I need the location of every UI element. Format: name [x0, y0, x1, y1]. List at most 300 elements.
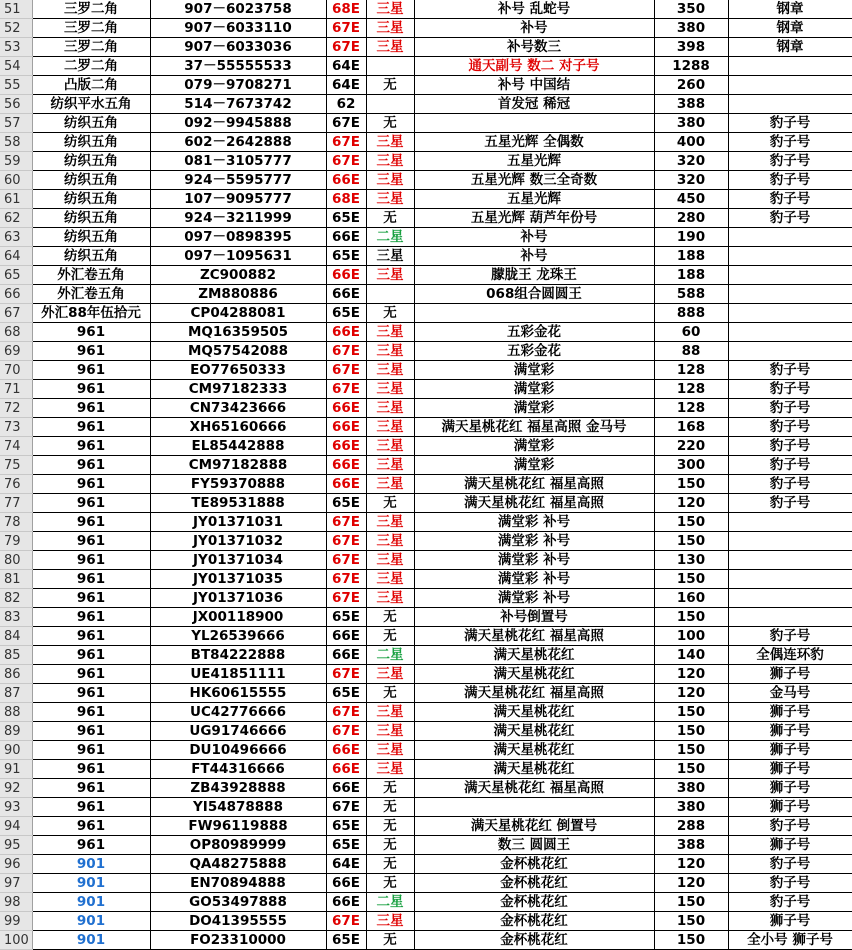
row-number[interactable]: 97 — [0, 874, 32, 893]
item-name-cell[interactable]: 纺织五角 — [32, 190, 150, 209]
item-name-cell[interactable]: 961 — [32, 399, 150, 418]
stars-cell[interactable]: 三星 — [366, 760, 414, 779]
price-cell[interactable]: 150 — [654, 570, 728, 589]
price-cell[interactable]: 150 — [654, 703, 728, 722]
price-cell[interactable]: 120 — [654, 494, 728, 513]
price-cell[interactable]: 400 — [654, 133, 728, 152]
stars-cell[interactable]: 三星 — [366, 703, 414, 722]
row-number[interactable]: 70 — [0, 361, 32, 380]
price-cell[interactable]: 380 — [654, 779, 728, 798]
item-name-cell[interactable]: 三罗二角 — [32, 38, 150, 57]
serial-number-cell[interactable]: EL85442888 — [150, 437, 326, 456]
item-name-cell[interactable]: 961 — [32, 836, 150, 855]
row-number[interactable]: 89 — [0, 722, 32, 741]
grade-cell[interactable]: 66E — [326, 171, 366, 190]
stars-cell[interactable]: 无 — [366, 209, 414, 228]
stars-cell[interactable]: 三星 — [366, 323, 414, 342]
serial-number-cell[interactable]: DU10496666 — [150, 741, 326, 760]
note-cell[interactable]: 通天副号 数二 对子号 — [414, 57, 654, 76]
grade-cell[interactable]: 65E — [326, 304, 366, 323]
grade-cell[interactable]: 67E — [326, 912, 366, 931]
stars-cell[interactable]: 无 — [366, 114, 414, 133]
grade-cell[interactable]: 65E — [326, 836, 366, 855]
price-cell[interactable]: 588 — [654, 285, 728, 304]
serial-number-cell[interactable]: CP04288081 — [150, 304, 326, 323]
tag-cell[interactable]: 豹子号 — [728, 418, 852, 437]
tag-cell[interactable]: 豹子号 — [728, 190, 852, 209]
row-number[interactable]: 96 — [0, 855, 32, 874]
price-cell[interactable]: 168 — [654, 418, 728, 437]
note-cell[interactable]: 五星光辉 — [414, 152, 654, 171]
tag-cell[interactable]: 豹子号 — [728, 817, 852, 836]
item-name-cell[interactable]: 三罗二角 — [32, 19, 150, 38]
price-cell[interactable]: 300 — [654, 456, 728, 475]
item-name-cell[interactable]: 901 — [32, 931, 150, 950]
grade-cell[interactable]: 67E — [326, 551, 366, 570]
serial-number-cell[interactable]: YI54878888 — [150, 798, 326, 817]
serial-number-cell[interactable]: FO23310000 — [150, 931, 326, 950]
stars-cell[interactable]: 三星 — [366, 38, 414, 57]
item-name-cell[interactable]: 纺织五角 — [32, 209, 150, 228]
item-name-cell[interactable]: 961 — [32, 456, 150, 475]
row-number[interactable]: 83 — [0, 608, 32, 627]
item-name-cell[interactable]: 三罗二角 — [32, 0, 150, 19]
tag-cell[interactable]: 金马号 — [728, 684, 852, 703]
tag-cell[interactable]: 狮子号 — [728, 836, 852, 855]
grade-cell[interactable]: 66E — [326, 266, 366, 285]
row-number[interactable]: 64 — [0, 247, 32, 266]
grade-cell[interactable]: 66E — [326, 627, 366, 646]
serial-number-cell[interactable]: UC42776666 — [150, 703, 326, 722]
note-cell[interactable]: 数三 圆圆王 — [414, 836, 654, 855]
stars-cell[interactable]: 无 — [366, 874, 414, 893]
price-cell[interactable]: 150 — [654, 532, 728, 551]
serial-number-cell[interactable]: CM97182333 — [150, 380, 326, 399]
serial-number-cell[interactable]: GO53497888 — [150, 893, 326, 912]
note-cell[interactable]: 满堂彩 补号 — [414, 532, 654, 551]
tag-cell[interactable] — [728, 551, 852, 570]
tag-cell[interactable]: 豹子号 — [728, 399, 852, 418]
stars-cell[interactable]: 三星 — [366, 342, 414, 361]
note-cell[interactable]: 补号 — [414, 247, 654, 266]
serial-number-cell[interactable]: 924－5595777 — [150, 171, 326, 190]
item-name-cell[interactable]: 纺织五角 — [32, 171, 150, 190]
item-name-cell[interactable]: 961 — [32, 323, 150, 342]
grade-cell[interactable]: 66E — [326, 399, 366, 418]
row-number[interactable]: 94 — [0, 817, 32, 836]
note-cell[interactable]: 满天星桃花红 — [414, 703, 654, 722]
tag-cell[interactable] — [728, 608, 852, 627]
item-name-cell[interactable]: 961 — [32, 551, 150, 570]
price-cell[interactable]: 150 — [654, 513, 728, 532]
item-name-cell[interactable]: 901 — [32, 874, 150, 893]
price-cell[interactable]: 100 — [654, 627, 728, 646]
note-cell[interactable] — [414, 798, 654, 817]
grade-cell[interactable]: 64E — [326, 76, 366, 95]
grade-cell[interactable]: 67E — [326, 513, 366, 532]
serial-number-cell[interactable]: MQ16359505 — [150, 323, 326, 342]
grade-cell[interactable]: 62 — [326, 95, 366, 114]
tag-cell[interactable] — [728, 342, 852, 361]
stars-cell[interactable]: 三星 — [366, 133, 414, 152]
stars-cell[interactable]: 无 — [366, 798, 414, 817]
note-cell[interactable]: 朦胧王 龙珠王 — [414, 266, 654, 285]
grade-cell[interactable]: 65E — [326, 209, 366, 228]
tag-cell[interactable]: 全小号 狮子号 — [728, 931, 852, 950]
serial-number-cell[interactable]: ZB43928888 — [150, 779, 326, 798]
tag-cell[interactable] — [728, 247, 852, 266]
grade-cell[interactable]: 67E — [326, 342, 366, 361]
item-name-cell[interactable]: 961 — [32, 779, 150, 798]
item-name-cell[interactable]: 二罗二角 — [32, 57, 150, 76]
item-name-cell[interactable]: 961 — [32, 418, 150, 437]
grade-cell[interactable]: 66E — [326, 285, 366, 304]
price-cell[interactable]: 88 — [654, 342, 728, 361]
row-number[interactable]: 100 — [0, 931, 32, 950]
grade-cell[interactable]: 67E — [326, 114, 366, 133]
serial-number-cell[interactable]: YL26539666 — [150, 627, 326, 646]
stars-cell[interactable]: 无 — [366, 931, 414, 950]
note-cell[interactable]: 满天星桃花红 倒置号 — [414, 817, 654, 836]
stars-cell[interactable]: 三星 — [366, 19, 414, 38]
tag-cell[interactable] — [728, 285, 852, 304]
price-cell[interactable]: 150 — [654, 893, 728, 912]
serial-number-cell[interactable]: EO77650333 — [150, 361, 326, 380]
price-cell[interactable]: 150 — [654, 741, 728, 760]
grade-cell[interactable]: 67E — [326, 798, 366, 817]
stars-cell[interactable]: 无 — [366, 817, 414, 836]
tag-cell[interactable]: 钢章 — [728, 38, 852, 57]
stars-cell[interactable]: 三星 — [366, 456, 414, 475]
price-cell[interactable]: 280 — [654, 209, 728, 228]
stars-cell[interactable]: 无 — [366, 779, 414, 798]
tag-cell[interactable]: 狮子号 — [728, 779, 852, 798]
stars-cell[interactable]: 三星 — [366, 190, 414, 209]
stars-cell[interactable]: 无 — [366, 608, 414, 627]
row-number[interactable]: 78 — [0, 513, 32, 532]
grade-cell[interactable]: 66E — [326, 760, 366, 779]
price-cell[interactable]: 120 — [654, 855, 728, 874]
grade-cell[interactable]: 66E — [326, 418, 366, 437]
grade-cell[interactable]: 67E — [326, 19, 366, 38]
note-cell[interactable]: 补号 乱蛇号 — [414, 0, 654, 19]
row-number[interactable]: 63 — [0, 228, 32, 247]
grade-cell[interactable]: 64E — [326, 57, 366, 76]
note-cell[interactable]: 补号 — [414, 19, 654, 38]
serial-number-cell[interactable]: 602－2642888 — [150, 133, 326, 152]
grade-cell[interactable]: 66E — [326, 779, 366, 798]
row-number[interactable]: 62 — [0, 209, 32, 228]
tag-cell[interactable]: 狮子号 — [728, 912, 852, 931]
price-cell[interactable]: 150 — [654, 722, 728, 741]
row-number[interactable]: 87 — [0, 684, 32, 703]
row-number[interactable]: 55 — [0, 76, 32, 95]
tag-cell[interactable]: 豹子号 — [728, 456, 852, 475]
item-name-cell[interactable]: 901 — [32, 855, 150, 874]
row-number[interactable]: 72 — [0, 399, 32, 418]
item-name-cell[interactable]: 961 — [32, 475, 150, 494]
note-cell[interactable]: 满天星桃花红 福星高照 — [414, 684, 654, 703]
row-number[interactable]: 75 — [0, 456, 32, 475]
tag-cell[interactable]: 狮子号 — [728, 741, 852, 760]
price-cell[interactable]: 380 — [654, 19, 728, 38]
stars-cell[interactable]: 三星 — [366, 551, 414, 570]
serial-number-cell[interactable]: 924－3211999 — [150, 209, 326, 228]
price-cell[interactable]: 320 — [654, 171, 728, 190]
grade-cell[interactable]: 67E — [326, 665, 366, 684]
item-name-cell[interactable]: 961 — [32, 703, 150, 722]
row-number[interactable]: 85 — [0, 646, 32, 665]
stars-cell[interactable]: 三星 — [366, 399, 414, 418]
serial-number-cell[interactable]: 097－1095631 — [150, 247, 326, 266]
grade-cell[interactable]: 67E — [326, 722, 366, 741]
tag-cell[interactable]: 豹子号 — [728, 380, 852, 399]
price-cell[interactable]: 120 — [654, 684, 728, 703]
row-number[interactable]: 77 — [0, 494, 32, 513]
note-cell[interactable]: 满天星桃花红 — [414, 722, 654, 741]
price-cell[interactable]: 398 — [654, 38, 728, 57]
stars-cell[interactable]: 二星 — [366, 646, 414, 665]
grade-cell[interactable]: 68E — [326, 0, 366, 19]
item-name-cell[interactable]: 961 — [32, 817, 150, 836]
note-cell[interactable]: 金杯桃花红 — [414, 912, 654, 931]
price-cell[interactable]: 188 — [654, 247, 728, 266]
serial-number-cell[interactable]: OP80989999 — [150, 836, 326, 855]
item-name-cell[interactable]: 纺织五角 — [32, 114, 150, 133]
serial-number-cell[interactable]: FT44316666 — [150, 760, 326, 779]
row-number[interactable]: 74 — [0, 437, 32, 456]
price-cell[interactable]: 888 — [654, 304, 728, 323]
grade-cell[interactable]: 68E — [326, 190, 366, 209]
note-cell[interactable]: 满堂彩 — [414, 456, 654, 475]
serial-number-cell[interactable]: JY01371036 — [150, 589, 326, 608]
serial-number-cell[interactable]: 514－7673742 — [150, 95, 326, 114]
grade-cell[interactable]: 66E — [326, 323, 366, 342]
price-cell[interactable]: 120 — [654, 665, 728, 684]
item-name-cell[interactable]: 外汇卷五角 — [32, 266, 150, 285]
stars-cell[interactable]: 三星 — [366, 266, 414, 285]
note-cell[interactable]: 满堂彩 — [414, 361, 654, 380]
note-cell[interactable]: 补号 — [414, 228, 654, 247]
note-cell[interactable]: 满堂彩 — [414, 437, 654, 456]
price-cell[interactable]: 288 — [654, 817, 728, 836]
item-name-cell[interactable]: 961 — [32, 665, 150, 684]
grade-cell[interactable]: 66E — [326, 228, 366, 247]
serial-number-cell[interactable]: 081－3105777 — [150, 152, 326, 171]
stars-cell[interactable]: 三星 — [366, 570, 414, 589]
item-name-cell[interactable]: 纺织五角 — [32, 247, 150, 266]
serial-number-cell[interactable]: 092－9945888 — [150, 114, 326, 133]
grade-cell[interactable]: 64E — [326, 855, 366, 874]
note-cell[interactable]: 五彩金花 — [414, 323, 654, 342]
item-name-cell[interactable]: 961 — [32, 513, 150, 532]
stars-cell[interactable]: 三星 — [366, 437, 414, 456]
price-cell[interactable]: 140 — [654, 646, 728, 665]
serial-number-cell[interactable]: JX00118900 — [150, 608, 326, 627]
tag-cell[interactable]: 豹子号 — [728, 874, 852, 893]
note-cell[interactable]: 满堂彩 补号 — [414, 570, 654, 589]
tag-cell[interactable]: 钢章 — [728, 0, 852, 19]
stars-cell[interactable]: 无 — [366, 836, 414, 855]
price-cell[interactable]: 450 — [654, 190, 728, 209]
tag-cell[interactable]: 豹子号 — [728, 361, 852, 380]
row-number[interactable]: 95 — [0, 836, 32, 855]
tag-cell[interactable]: 豹子号 — [728, 627, 852, 646]
stars-cell[interactable]: 三星 — [366, 532, 414, 551]
tag-cell[interactable]: 钢章 — [728, 19, 852, 38]
row-number[interactable]: 57 — [0, 114, 32, 133]
stars-cell[interactable]: 无 — [366, 627, 414, 646]
note-cell[interactable]: 满天星桃花红 — [414, 760, 654, 779]
grade-cell[interactable]: 67E — [326, 532, 366, 551]
grade-cell[interactable]: 67E — [326, 703, 366, 722]
stars-cell[interactable]: 三星 — [366, 418, 414, 437]
tag-cell[interactable]: 豹子号 — [728, 893, 852, 912]
grade-cell[interactable]: 66E — [326, 437, 366, 456]
grade-cell[interactable]: 65E — [326, 247, 366, 266]
grade-cell[interactable]: 66E — [326, 456, 366, 475]
note-cell[interactable]: 满堂彩 补号 — [414, 551, 654, 570]
serial-number-cell[interactable]: 079－9708271 — [150, 76, 326, 95]
serial-number-cell[interactable]: FW96119888 — [150, 817, 326, 836]
price-cell[interactable]: 260 — [654, 76, 728, 95]
grade-cell[interactable]: 65E — [326, 608, 366, 627]
grade-cell[interactable]: 67E — [326, 570, 366, 589]
price-cell[interactable]: 128 — [654, 380, 728, 399]
item-name-cell[interactable]: 961 — [32, 741, 150, 760]
note-cell[interactable]: 金杯桃花红 — [414, 893, 654, 912]
note-cell[interactable]: 首发冠 稀冠 — [414, 95, 654, 114]
note-cell[interactable]: 满天星桃花红 福星高照 — [414, 779, 654, 798]
stars-cell[interactable]: 无 — [366, 76, 414, 95]
serial-number-cell[interactable]: DO41395555 — [150, 912, 326, 931]
serial-number-cell[interactable]: JY01371034 — [150, 551, 326, 570]
serial-number-cell[interactable]: BT84222888 — [150, 646, 326, 665]
note-cell[interactable]: 068组合圆圆王 — [414, 285, 654, 304]
price-cell[interactable]: 190 — [654, 228, 728, 247]
serial-number-cell[interactable]: 907－6033036 — [150, 38, 326, 57]
tag-cell[interactable]: 豹子号 — [728, 133, 852, 152]
tag-cell[interactable] — [728, 570, 852, 589]
stars-cell[interactable]: 二星 — [366, 893, 414, 912]
tag-cell[interactable] — [728, 228, 852, 247]
stars-cell[interactable]: 无 — [366, 494, 414, 513]
tag-cell[interactable] — [728, 323, 852, 342]
note-cell[interactable]: 满堂彩 补号 — [414, 589, 654, 608]
tag-cell[interactable]: 豹子号 — [728, 114, 852, 133]
price-cell[interactable]: 1288 — [654, 57, 728, 76]
item-name-cell[interactable]: 961 — [32, 798, 150, 817]
note-cell[interactable]: 五星光辉 — [414, 190, 654, 209]
price-cell[interactable]: 60 — [654, 323, 728, 342]
note-cell[interactable]: 满天星桃花红 福星高照 — [414, 475, 654, 494]
tag-cell[interactable] — [728, 304, 852, 323]
note-cell[interactable]: 满天星桃花红 福星高照 — [414, 627, 654, 646]
note-cell[interactable] — [414, 114, 654, 133]
grade-cell[interactable]: 67E — [326, 152, 366, 171]
serial-number-cell[interactable]: MQ57542088 — [150, 342, 326, 361]
price-cell[interactable]: 188 — [654, 266, 728, 285]
tag-cell[interactable] — [728, 76, 852, 95]
stars-cell[interactable]: 三星 — [366, 247, 414, 266]
price-cell[interactable]: 128 — [654, 361, 728, 380]
tag-cell[interactable]: 全偶连环豹 — [728, 646, 852, 665]
item-name-cell[interactable]: 901 — [32, 912, 150, 931]
stars-cell[interactable]: 三星 — [366, 152, 414, 171]
row-number[interactable]: 98 — [0, 893, 32, 912]
tag-cell[interactable] — [728, 532, 852, 551]
row-number[interactable]: 79 — [0, 532, 32, 551]
grade-cell[interactable]: 65E — [326, 931, 366, 950]
price-cell[interactable]: 220 — [654, 437, 728, 456]
row-number[interactable]: 59 — [0, 152, 32, 171]
serial-number-cell[interactable]: 107－9095777 — [150, 190, 326, 209]
stars-cell[interactable]: 三星 — [366, 589, 414, 608]
note-cell[interactable]: 满堂彩 — [414, 399, 654, 418]
note-cell[interactable]: 满天星桃花红 福星高照 金马号 — [414, 418, 654, 437]
price-cell[interactable]: 350 — [654, 0, 728, 19]
serial-number-cell[interactable]: CN73423666 — [150, 399, 326, 418]
note-cell[interactable]: 五星光辉 数三全奇数 — [414, 171, 654, 190]
item-name-cell[interactable]: 凸版二角 — [32, 76, 150, 95]
serial-number-cell[interactable]: JY01371035 — [150, 570, 326, 589]
row-number[interactable]: 66 — [0, 285, 32, 304]
grade-cell[interactable]: 66E — [326, 646, 366, 665]
stars-cell[interactable]: 三星 — [366, 171, 414, 190]
serial-number-cell[interactable]: JY01371031 — [150, 513, 326, 532]
grade-cell[interactable]: 66E — [326, 874, 366, 893]
row-number[interactable]: 60 — [0, 171, 32, 190]
stars-cell[interactable]: 三星 — [366, 361, 414, 380]
grade-cell[interactable]: 67E — [326, 380, 366, 399]
stars-cell[interactable]: 三星 — [366, 513, 414, 532]
tag-cell[interactable]: 豹子号 — [728, 855, 852, 874]
price-cell[interactable]: 150 — [654, 912, 728, 931]
serial-number-cell[interactable]: ZM880886 — [150, 285, 326, 304]
grade-cell[interactable]: 66E — [326, 741, 366, 760]
note-cell[interactable]: 满天星桃花红 — [414, 665, 654, 684]
price-cell[interactable]: 388 — [654, 836, 728, 855]
stars-cell[interactable]: 二星 — [366, 228, 414, 247]
row-number[interactable]: 84 — [0, 627, 32, 646]
stars-cell[interactable]: 三星 — [366, 912, 414, 931]
price-cell[interactable]: 320 — [654, 152, 728, 171]
item-name-cell[interactable]: 纺织五角 — [32, 133, 150, 152]
row-number[interactable]: 93 — [0, 798, 32, 817]
row-number[interactable]: 54 — [0, 57, 32, 76]
serial-number-cell[interactable]: EN70894888 — [150, 874, 326, 893]
row-number[interactable]: 51 — [0, 0, 32, 19]
item-name-cell[interactable]: 外汇88年伍拾元 — [32, 304, 150, 323]
tag-cell[interactable]: 豹子号 — [728, 152, 852, 171]
tag-cell[interactable]: 豹子号 — [728, 475, 852, 494]
item-name-cell[interactable]: 961 — [32, 570, 150, 589]
tag-cell[interactable] — [728, 513, 852, 532]
row-number[interactable]: 69 — [0, 342, 32, 361]
tag-cell[interactable]: 豹子号 — [728, 171, 852, 190]
price-cell[interactable]: 160 — [654, 589, 728, 608]
row-number[interactable]: 65 — [0, 266, 32, 285]
price-cell[interactable]: 128 — [654, 399, 728, 418]
tag-cell[interactable] — [728, 57, 852, 76]
stars-cell[interactable] — [366, 57, 414, 76]
stars-cell[interactable] — [366, 95, 414, 114]
tag-cell[interactable]: 狮子号 — [728, 722, 852, 741]
note-cell[interactable]: 五彩金花 — [414, 342, 654, 361]
row-number[interactable]: 92 — [0, 779, 32, 798]
row-number[interactable]: 99 — [0, 912, 32, 931]
item-name-cell[interactable]: 961 — [32, 532, 150, 551]
